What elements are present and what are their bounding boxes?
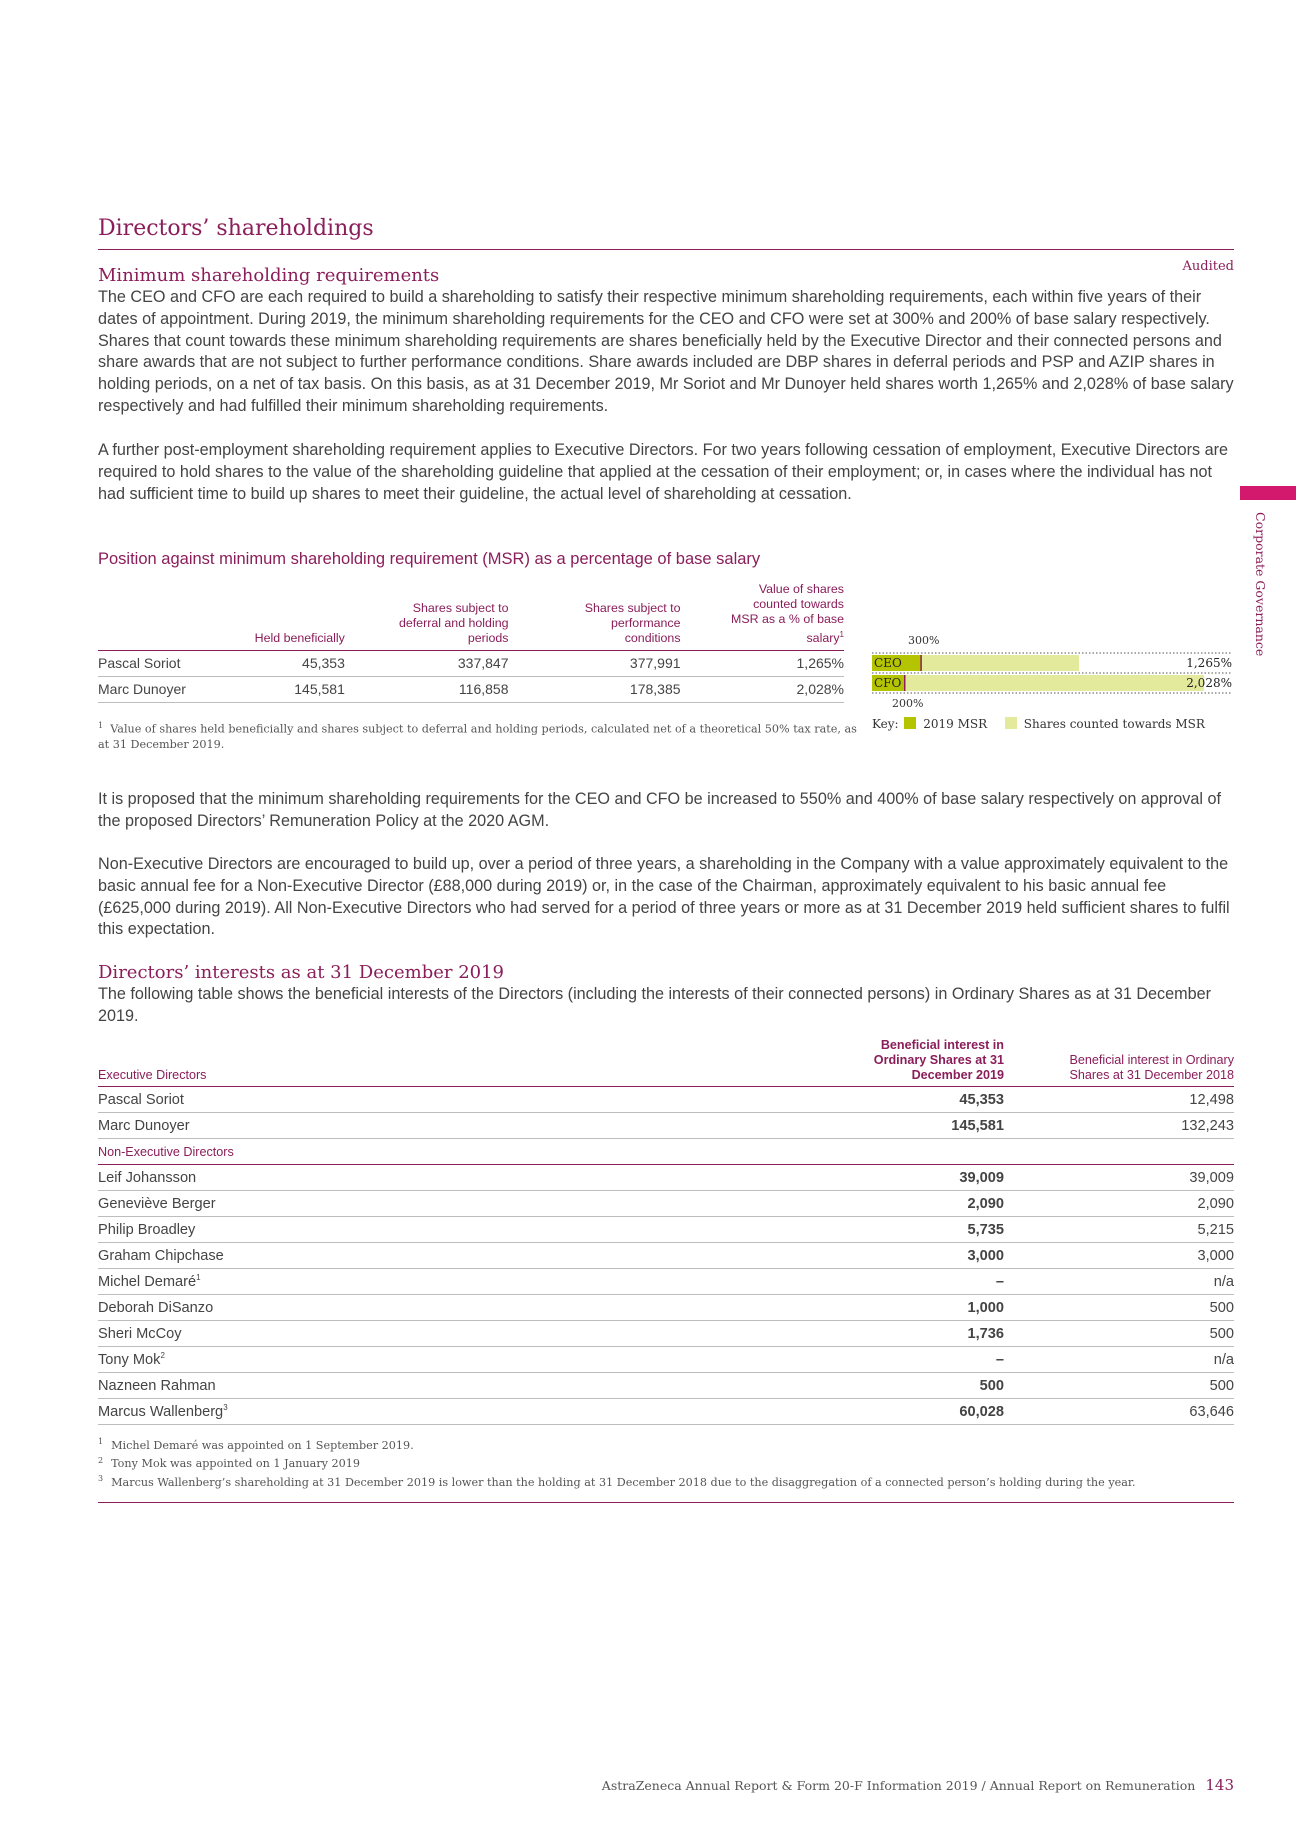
header-2019: Beneficial interest in Ordinary Shares at 31 December 2019 [854, 1038, 1004, 1087]
audited-label: Audited [1182, 259, 1234, 274]
footnote-ref: 3 [223, 1403, 228, 1413]
legend-label-shares: Shares counted towards MSR [1023, 717, 1205, 731]
cell-2019: – [854, 1347, 1004, 1373]
interests-table [98, 1038, 1234, 1425]
cell-2018: 12,498 [1004, 1087, 1234, 1113]
header-exec-directors: Executive Directors [98, 1038, 854, 1087]
msr-paragraph-2: A further post-employment shareholding requirement applies to Executive Directors. For two years following cessation of employment, Executive Directors are required to hold shares to the value of the shareholding guideline that applied at the cessation of their employment; or, in cases where the individual has not had sufficient time to build up shares to meet their guideline, the actual level of shareholding at cessation. [98, 441, 1229, 503]
footnote-number: 2 [98, 1455, 104, 1465]
director-name-text: Nazneen Rahman [98, 1377, 216, 1394]
cell-performance: 377,991 [509, 651, 681, 677]
header-2018: Beneficial interest in Ordinary Shares at 31 December 2018 [1004, 1038, 1234, 1087]
sidebar-label: Corporate Governance [1253, 512, 1268, 657]
value-label-cfo: 2,028% [1186, 676, 1232, 690]
cell-2018: n/a [1004, 1269, 1234, 1295]
subheader-row [98, 1139, 1234, 1165]
director-name-text: Sheri McCoy [98, 1325, 182, 1342]
legend-swatch-msr [904, 717, 916, 729]
interests-intro: The following table shows the beneficial interests of the Directors (including the interests of their connected persons) in Ordinary Shares as at 31 December 2019. [98, 985, 1212, 1025]
cell-2019: 145,581 [854, 1113, 1004, 1139]
director-name-text: Leif Johansson [98, 1169, 197, 1186]
section-rule [98, 249, 1234, 250]
cell-2018: 39,009 [1004, 1165, 1234, 1191]
section-title: Directors’ shareholdings [98, 216, 374, 241]
cell-2019: 45,353 [854, 1087, 1004, 1113]
cell-2019: 5,735 [854, 1217, 1004, 1243]
sidebar-section-marker [1240, 486, 1296, 500]
director-name [98, 1217, 854, 1243]
director-name-text: Graham Chipchase [98, 1247, 224, 1264]
cell-2018: 3,000 [1004, 1243, 1234, 1269]
director-name [98, 1399, 854, 1425]
director-name-text: Pascal Soriot [98, 1091, 184, 1108]
ned-paragraph: Non-Executive Directors are encouraged to build up, over a period of three years, a shareholding in the Company with a value approximately equivalent to the basic annual fee for a Non-Executive Director (£88,000 during 2019) or, in the case of the Chairman, approximately equivalent to his basic annual fee (£625,000 during 2019). All Non-Executive Directors who had served for a period of three years or more as at 31 December 2019 held sufficient shares to fulfil this expectation. [98, 855, 1230, 939]
footnote-ref: 1 [839, 630, 844, 639]
msr-heading: Minimum shareholding requirements [98, 265, 440, 286]
category-label-cfo: CFO [874, 676, 902, 690]
cell-2019: 1,736 [854, 1321, 1004, 1347]
director-name [98, 1347, 854, 1373]
cell-2018: 2,090 [1004, 1191, 1234, 1217]
cell-2018: 500 [1004, 1373, 1234, 1399]
msr-position-table [98, 582, 844, 703]
annotation-200: 200% [892, 697, 924, 710]
footnote-text: Michel Demaré was appointed on 1 September 2019. [111, 1438, 414, 1452]
value-label-ceo: 1,265% [1186, 656, 1232, 670]
director-name [98, 1243, 854, 1269]
annotation-300: 300% [908, 634, 940, 647]
director-name-text: Marcus Wallenberg [98, 1403, 224, 1420]
footnote-number: 3 [98, 1474, 104, 1484]
legend-swatch-shares [1005, 717, 1017, 729]
interests-footnotes [98, 1434, 1234, 1490]
position-footnote [98, 718, 858, 752]
table-row [98, 1191, 1234, 1217]
director-name-text: Philip Broadley [98, 1221, 196, 1238]
category-label-ceo: CEO [874, 656, 902, 670]
cell-deferral: 337,847 [345, 651, 509, 677]
table-row [98, 1113, 1234, 1139]
header-msr-pct [681, 582, 844, 651]
director-name-text: Marc Dunoyer [98, 1117, 190, 1134]
page-number: 143 [1205, 1776, 1234, 1794]
chart-key [872, 717, 1205, 731]
footnote [98, 1471, 1234, 1490]
director-name-text: Michel Demaré [98, 1273, 197, 1290]
table-row [98, 1087, 1234, 1113]
header-performance: Shares subject to performance conditions [509, 582, 681, 651]
director-name [98, 1269, 854, 1295]
cell-2019: 3,000 [854, 1243, 1004, 1269]
msr-paragraph-1: The CEO and CFO are each required to build a shareholding to satisfy their respective minimum shareholding requirements, each within five years of their dates of appointment. During 2019, the minimum shareholding requirements for the CEO and CFO were set at 300% and 200% of base salary respectively. Shares that count towards these minimum shareholding requirements are shares beneficially held by the Executive Director and their connected persons and share awards that are not subject to further performance conditions. Share awards included are DBP shares in deferral periods and PSP and AZIP shares in holding periods, on a net of tax basis. On this basis, as at 31 December 2019, Mr Soriot and Mr Dunoyer held shares worth 1,265% and 2,028% of base salary respectively and had fulfilled their minimum shareholding requirements. [98, 288, 1234, 415]
footnote [98, 1434, 1234, 1453]
table-row [98, 1399, 1234, 1425]
position-table-title: Position against minimum shareholding requirement (MSR) as a percentage of base salary [98, 550, 761, 568]
footnote-ref: 1 [196, 1273, 201, 1283]
footnote-number: 1 [98, 1437, 104, 1446]
table-row [98, 1269, 1234, 1295]
cell-held: 145,581 [218, 677, 344, 703]
footnote-text: Tony Mok was appointed on 1 January 2019 [111, 1457, 361, 1471]
cell-2019: 1,000 [854, 1295, 1004, 1321]
table-row [98, 1373, 1234, 1399]
table-row [98, 1321, 1234, 1347]
row-name: Marc Dunoyer [98, 677, 218, 703]
cell-held: 45,353 [218, 651, 344, 677]
table-row [98, 677, 844, 703]
table-row [98, 1347, 1234, 1373]
footnote [98, 1453, 1234, 1472]
director-name [98, 1191, 854, 1217]
table-row [98, 651, 844, 677]
cell-2019: 60,028 [854, 1399, 1004, 1425]
cell-2018: 500 [1004, 1321, 1234, 1347]
ned-subheader: Non-Executive Directors [98, 1139, 1234, 1165]
cell-2018: 63,646 [1004, 1399, 1234, 1425]
cell-2019: 500 [854, 1373, 1004, 1399]
director-name [98, 1295, 854, 1321]
footnote-ref: 2 [160, 1351, 165, 1361]
header-blank [98, 582, 218, 651]
cell-performance: 178,385 [509, 677, 681, 703]
cell-2018: 500 [1004, 1295, 1234, 1321]
interests-heading: Directors’ interests as at 31 December 2019 [98, 962, 505, 983]
director-name [98, 1165, 854, 1191]
bar-shares-cfo [872, 675, 1204, 691]
cell-2018: 132,243 [1004, 1113, 1234, 1139]
cell-2019: – [854, 1269, 1004, 1295]
header-held: Held beneficially [218, 582, 344, 651]
row-name: Pascal Soriot [98, 651, 218, 677]
table-row [98, 1295, 1234, 1321]
cell-deferral: 116,858 [345, 677, 509, 703]
director-name-text: Tony Mok [98, 1351, 161, 1368]
cell-pct: 1,265% [681, 651, 844, 677]
director-name [98, 1321, 854, 1347]
cell-2018: 5,215 [1004, 1217, 1234, 1243]
header-deferral: Shares subject to deferral and holding periods [345, 582, 509, 651]
footnote-number: 1 [98, 721, 104, 730]
director-name-text: Geneviève Berger [98, 1195, 216, 1212]
table-row [98, 1165, 1234, 1191]
cell-pct: 2,028% [681, 677, 844, 703]
bottom-rule [98, 1502, 1234, 1503]
director-name [98, 1373, 854, 1399]
director-name [98, 1113, 854, 1139]
footer-text: AstraZeneca Annual Report & Form 20-F Information 2019 / Annual Report on Remuneration [601, 1778, 1196, 1793]
legend-label-msr: 2019 MSR [923, 717, 988, 731]
cell-2019: 39,009 [854, 1165, 1004, 1191]
table-row [98, 1217, 1234, 1243]
cell-2019: 2,090 [854, 1191, 1004, 1217]
table-row [98, 1243, 1234, 1269]
page-footer [602, 1776, 1234, 1794]
proposal-paragraph: It is proposed that the minimum shareholding requirements for the CEO and CFO be increased to 550% and 400% of base salary respectively on approval of the proposed Directors’ Remuneration Policy at the 2020 AGM. [98, 790, 1221, 830]
cell-2018: n/a [1004, 1347, 1234, 1373]
director-name-text: Deborah DiSanzo [98, 1299, 214, 1316]
key-label: Key: [872, 717, 899, 731]
director-name [98, 1087, 854, 1113]
footnote-text: Marcus Wallenberg’s shareholding at 31 December 2019 is lower than the holding at 31 December 2018 due to the disaggregation of a connected person’s holding during the year. [111, 1476, 1136, 1490]
header-msr-pct-label: Value of shares counted towards MSR as a % of base salary [731, 582, 844, 646]
footnote-text: Value of shares held beneficially and shares subject to deferral and holding periods, calculated net of a theoretical 50% tax rate, as at 31 December 2019. [98, 722, 857, 751]
